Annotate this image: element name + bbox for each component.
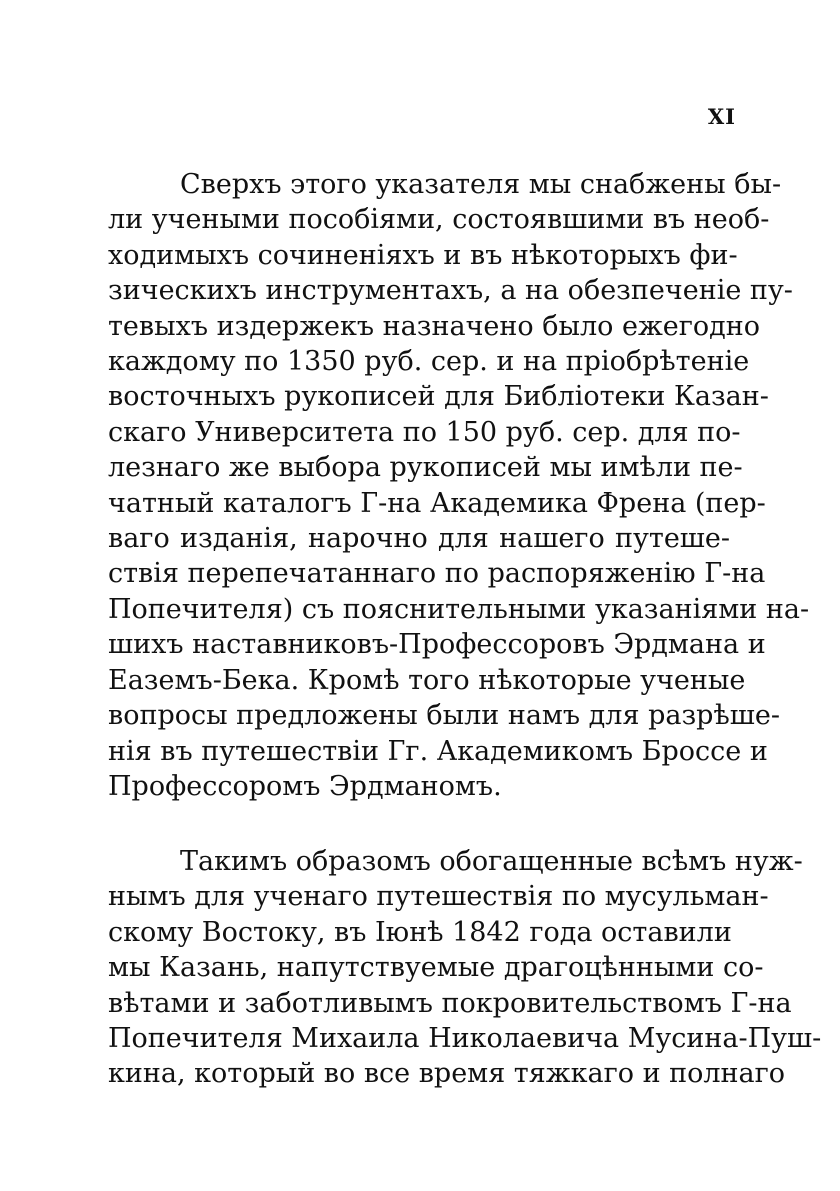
text-line: шихъ наставниковъ-Профессоровъ Эрдмана и	[108, 629, 766, 661]
text-line: скаго Университета по 150 руб. сер. для по-	[108, 416, 741, 448]
text-line: нымъ для ученаго путешествія по мусульман-	[108, 881, 769, 913]
paragraph-2	[108, 844, 822, 1092]
text-line: кина, который во все время тяжкаго и полнаго	[108, 1058, 786, 1090]
paragraph-1	[108, 167, 810, 804]
text-line: Попечителя) съ пояснительными указаніями на-	[108, 593, 810, 625]
text-line: чатный каталогъ Г-на Академика Френа (пер-	[108, 487, 766, 519]
text-line: ваго изданія, нарочно для нашего путеше-	[108, 523, 730, 555]
text-line: ствія перепечатаннаго по распоряженію Г-на	[108, 558, 766, 590]
text-line: скому Востоку, въ Іюнѣ 1842 года оставили	[108, 916, 732, 948]
text-line: лезнаго же выбора рукописей мы имѣли пе-	[108, 452, 743, 484]
text-line: Сверхъ этого указателя мы снабжены бы-	[180, 169, 782, 200]
text-line: ходимыхъ сочиненіяхъ и въ нѣкоторыхъ фи-	[108, 239, 738, 271]
page-number: XI	[707, 104, 736, 129]
text-line: нія въ путешествіи Гг. Академикомъ Броссе и	[108, 735, 768, 767]
text-line: восточныхъ рукописей для Библіотеки Казан-	[108, 381, 769, 413]
text-line: Еаземъ-Бека. Кромѣ того нѣкоторые ученые	[108, 664, 746, 696]
text-line: Такимъ образомъ обогащенные всѣмъ нуж-	[180, 846, 803, 877]
text-line: мы Казань, напутствуемые драгоцѣнными со-	[108, 952, 764, 984]
text-line: Попечителя Михаила Николаевича Мусина-Пуш-	[108, 1023, 822, 1055]
text-line: вопросы предложены были намъ для разрѣше-	[108, 700, 780, 732]
text-line: Профессоромъ Эрдманомъ.	[108, 770, 502, 802]
text-line: ли учеными пособіями, состоявшими въ необ-	[108, 204, 770, 236]
text-line: тевыхъ издержекъ назначено было ежегодно	[108, 310, 761, 342]
text-line: зическихъ инструментахъ, а на обезпеченіе пу-	[108, 275, 793, 307]
text-line: вѣтами и заботливымъ покровительствомъ Г-на	[108, 987, 792, 1019]
text-line: каждому по 1350 руб. сер. и на пріобрѣтеніе	[108, 346, 750, 378]
